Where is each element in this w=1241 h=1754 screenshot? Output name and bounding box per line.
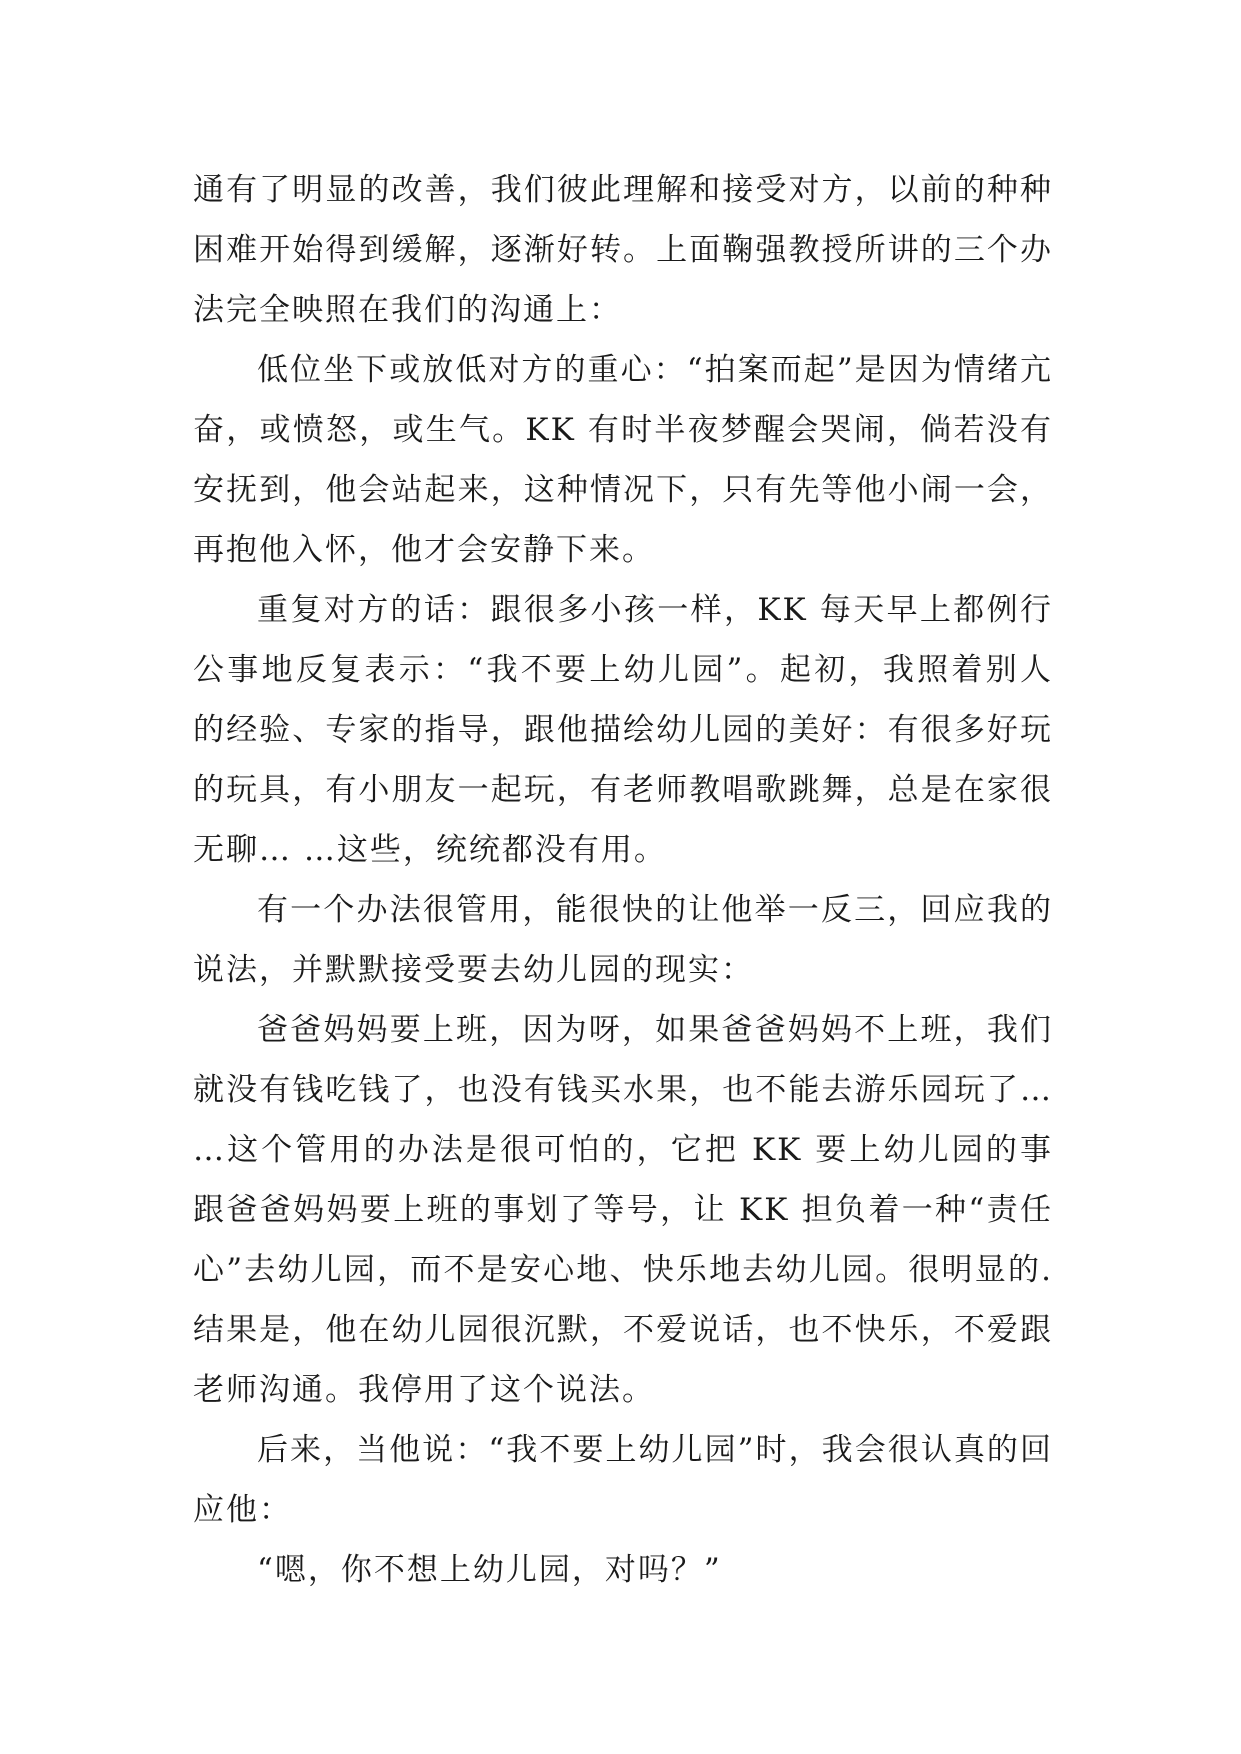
paragraph-2: 低位坐下或放低对方的重心：“拍案而起”是因为情绪亢奋，或愤怒，或生气。KK 有时半夜梦醒会哭闹，倘若没有安抚到，他会站起来，这种情况下，只有先等他小闹一会，再抱他入怀，他才会安静下来。 <box>193 352 1053 568</box>
paragraph-3: 重复对方的话：跟很多小孩一样，KK 每天早上都例行公事地反复表示：“我不要上幼儿园”。起初，我照着别人的经验、专家的指导，跟他描绘幼儿园的美好：有很多好玩的玩具，有小朋友一起玩，有老师教唱歌跳舞，总是在家很无聊… …这些，统统都没有用。 <box>193 592 1053 868</box>
paragraph-5: 爸爸妈妈要上班，因为呀，如果爸爸妈妈不上班，我们就没有钱吃钱了，也没有钱买水果，也不能去游乐园玩了… …这个管用的办法是很可怕的，它把 KK 要上幼儿园的事跟爸爸妈妈要上班的事划了等号，让 KK 担负着一种“责任心”去幼儿园，而不是安心地、快乐地去幼儿园。很明显的.结果是，他在幼儿园很沉默，不爱说话，也不快乐，不爱跟老师沟通。我停用了这个说法。 <box>193 1012 1053 1408</box>
document-body <box>193 160 1053 1600</box>
paragraph-1: 通有了明显的改善，我们彼此理解和接受对方，以前的种种困难开始得到缓解，逐渐好转。上面鞠强教授所讲的三个办法完全映照在我们的沟通上： <box>193 172 1053 328</box>
paragraph-6: 后来，当他说：“我不要上幼儿园”时，我会很认真的回应他： <box>193 1432 1053 1528</box>
paragraph-7: “嗯，你不想上幼儿园，对吗？” <box>257 1552 722 1588</box>
paragraph-4: 有一个办法很管用，能很快的让他举一反三，回应我的说法，并默默接受要去幼儿园的现实： <box>193 892 1053 988</box>
